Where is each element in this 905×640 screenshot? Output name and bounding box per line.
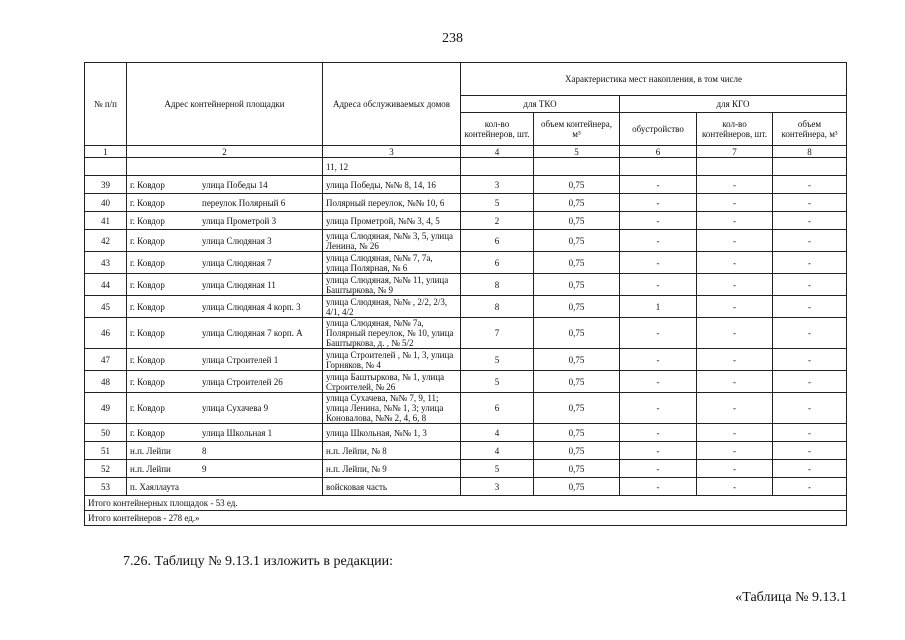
tko-count: 3 [461,478,534,496]
kgo-equipment: - [620,460,697,478]
settlement: н.п. Лейпи [130,445,171,456]
tko-count: 8 [461,274,534,296]
served-address: н.п. Лейпи, № 9 [323,460,461,478]
table-row [85,478,847,496]
site-address-cell [127,442,323,460]
kgo-volume: - [773,194,847,212]
served-address: Полярный переулок, №№ 10, 6 [323,194,461,212]
column-number: 8 [773,146,847,158]
tko-count: 6 [461,393,534,424]
site-address-cell [127,349,323,371]
tko-volume: 0,75 [534,318,620,349]
table-row [85,318,847,349]
kgo-volume: - [773,252,847,274]
tko-count: 5 [461,349,534,371]
tko-volume: 0,75 [534,212,620,230]
settlement: г. Ковдор [130,215,165,226]
kgo-volume: - [773,393,847,424]
settlement: п. Хаяллаута [130,481,180,492]
site-street: улица Строителей 1 [202,354,279,365]
kgo-volume: - [773,212,847,230]
kgo-equipment: - [620,252,697,274]
settlement: г. Ковдор [130,403,165,413]
table-row [85,371,847,393]
site-address-cell [127,478,323,496]
kgo-volume: - [773,460,847,478]
header-characteristics: Характеристика мест накопления, в том числе [461,63,847,96]
tko-count: 2 [461,212,534,230]
kgo-count: - [697,371,773,393]
total-containers: Итого контейнеров - 278 ед.» [85,511,847,526]
kgo-equipment: - [620,478,697,496]
tko-count: 8 [461,296,534,318]
column-number-row [85,146,847,158]
table-row [85,194,847,212]
tko-volume: 0,75 [534,478,620,496]
site-address-cell [127,424,323,442]
row-number: 44 [85,274,127,296]
kgo-count: - [697,296,773,318]
kgo-count: - [697,424,773,442]
table-row [85,274,847,296]
tko-volume: 0,75 [534,252,620,274]
served-address: улица Слюдяная, №№ 7, 7а, улица Полярная, № 6 [323,252,461,274]
row-number: 52 [85,460,127,478]
served-address: улица Слюдяная, №№ 11, улица Баштыркова, № 9 [323,274,461,296]
continuation-text: 11, 12 [323,158,461,176]
header-served-address: Адреса обслуживаемых домов [323,63,461,146]
tko-volume: 0,75 [534,442,620,460]
served-address: улица Слюдяная, №№ 7а, Полярный переулок, № 10, улица Баштыркова, д. , № 5/2 [323,318,461,349]
total-containers-row [85,511,847,526]
site-street: переулок Полярный 6 [202,197,286,208]
kgo-volume: - [773,176,847,194]
header-tko: для ТКО [461,96,620,113]
row-number: 45 [85,296,127,318]
tko-count: 7 [461,318,534,349]
table-row [85,349,847,371]
table-row [85,176,847,194]
kgo-equipment: - [620,424,697,442]
table-row [85,393,847,424]
kgo-equipment: - [620,194,697,212]
kgo-count: - [697,230,773,252]
site-address-cell [127,393,323,424]
kgo-count: - [697,212,773,230]
site-address-cell [127,296,323,318]
served-address: войсковая часть [323,478,461,496]
site-address-cell [127,252,323,274]
tko-count: 6 [461,252,534,274]
header-kgo-count: кол-во контейнеров, шт. [697,113,773,146]
kgo-count: - [697,194,773,212]
kgo-count: - [697,349,773,371]
header-tko-count: кол-во контейнеров, шт. [461,113,534,146]
kgo-count: - [697,274,773,296]
total-sites: Итого контейнерных площадок - 53 ед. [85,496,847,511]
continuation-row [85,158,847,176]
table-caption: «Таблица № 9.13.1 [735,590,847,605]
kgo-equipment: - [620,442,697,460]
row-number: 48 [85,371,127,393]
settlement: г. Ковдор [130,427,165,438]
header-kgo-equipment: обустройство [620,113,697,146]
site-street: улица Слюдяная 4 корп. 3 [202,301,301,312]
served-address: улица Школьная, №№ 1, 3 [323,424,461,442]
column-number: 2 [127,146,323,158]
tko-volume: 0,75 [534,393,620,424]
kgo-equipment: - [620,230,697,252]
tko-volume: 0,75 [534,424,620,442]
tko-count: 5 [461,460,534,478]
settlement: г. Ковдор [130,328,165,338]
kgo-equipment: - [620,349,697,371]
tko-volume: 0,75 [534,349,620,371]
header-tko-volume: объем контейнера, м³ [534,113,620,146]
kgo-equipment: - [620,274,697,296]
kgo-equipment: - [620,176,697,194]
site-street: 9 [202,463,207,474]
kgo-count: - [697,478,773,496]
row-number: 46 [85,318,127,349]
row-number: 42 [85,230,127,252]
tko-count: 4 [461,442,534,460]
kgo-count: - [697,442,773,460]
kgo-count: - [697,176,773,194]
site-address-cell [127,194,323,212]
total-sites-row [85,496,847,511]
row-number: 50 [85,424,127,442]
row-number: 40 [85,194,127,212]
tko-volume: 0,75 [534,460,620,478]
header-kgo-volume: объем контейнера, м³ [773,113,847,146]
row-number: 47 [85,349,127,371]
tko-count: 3 [461,176,534,194]
served-address: улица Строителей , № 1, 3, улица Горняков, № 4 [323,349,461,371]
settlement: г. Ковдор [130,354,165,365]
settlement: г. Ковдор [130,179,165,190]
row-number: 51 [85,442,127,460]
site-street: улица Сухачева 9 [202,403,269,413]
tko-volume: 0,75 [534,274,620,296]
settlement: г. Ковдор [130,235,165,246]
kgo-volume: - [773,296,847,318]
column-number: 5 [534,146,620,158]
kgo-volume: - [773,442,847,460]
kgo-equipment: - [620,212,697,230]
served-address: улица Слюдяная, №№ 3, 5, улица Ленина, № 26 [323,230,461,252]
served-address: н.п. Лейпи, № 8 [323,442,461,460]
kgo-volume: - [773,424,847,442]
kgo-count: - [697,318,773,349]
site-street: улица Слюдяная 3 [202,235,272,246]
site-street: 8 [202,445,207,456]
kgo-equipment: - [620,393,697,424]
row-number: 41 [85,212,127,230]
served-address: улица Прометрой, №№ 3, 4, 5 [323,212,461,230]
table-row [85,212,847,230]
kgo-volume: - [773,230,847,252]
kgo-volume: - [773,371,847,393]
kgo-equipment: 1 [620,296,697,318]
site-street: улица Строителей 26 [202,376,283,387]
kgo-count: - [697,252,773,274]
tko-count: 4 [461,424,534,442]
site-address-cell [127,212,323,230]
settlement: г. Ковдор [130,279,165,290]
site-address-cell [127,460,323,478]
row-number: 39 [85,176,127,194]
tko-volume: 0,75 [534,230,620,252]
tko-count: 5 [461,371,534,393]
site-street: улица Слюдяная 7 корп. А [202,328,303,338]
kgo-volume: - [773,349,847,371]
container-sites-table [84,62,847,526]
tko-count: 5 [461,194,534,212]
kgo-equipment: - [620,318,697,349]
table-row [85,442,847,460]
settlement: н.п. Лейпи [130,463,171,474]
site-address-cell [127,274,323,296]
column-number: 7 [697,146,773,158]
settlement: г. Ковдор [130,376,165,387]
kgo-equipment: - [620,371,697,393]
served-address: улица Победы, №№ 8, 14, 16 [323,176,461,194]
column-number: 1 [85,146,127,158]
kgo-volume: - [773,274,847,296]
settlement: г. Ковдор [130,301,165,312]
site-street: улица Слюдяная 7 [202,257,272,268]
column-number: 6 [620,146,697,158]
table-row [85,296,847,318]
header-kgo: для КГО [620,96,847,113]
column-number: 4 [461,146,534,158]
served-address: улица Баштыркова, № 1, улица Строителей, № 26 [323,371,461,393]
kgo-volume: - [773,318,847,349]
table-row [85,230,847,252]
site-address-cell [127,371,323,393]
site-address-cell [127,176,323,194]
amendment-text: 7.26. Таблицу № 9.13.1 изложить в редакции: [123,554,393,569]
table-row [85,424,847,442]
tko-volume: 0,75 [534,296,620,318]
table-row [85,460,847,478]
tko-volume: 0,75 [534,371,620,393]
header-site-address: Адрес контейнерной площадки [127,63,323,146]
column-number: 3 [323,146,461,158]
row-number: 53 [85,478,127,496]
header-no: № п/п [85,63,127,146]
row-number: 49 [85,393,127,424]
row-number: 43 [85,252,127,274]
site-street: улица Победы 14 [202,179,268,190]
table-row [85,252,847,274]
served-address: улица Сухачева, №№ 7, 9, 11; улица Ленина, №№ 1, 3; улица Коновалова, №№ 2, 4, 6, 8 [323,393,461,424]
kgo-count: - [697,460,773,478]
settlement: г. Ковдор [130,257,165,268]
site-street: улица Слюдяная 11 [202,279,276,290]
site-address-cell [127,230,323,252]
site-street: улица Прометрой 3 [202,215,277,226]
kgo-count: - [697,393,773,424]
tko-volume: 0,75 [534,194,620,212]
site-street: улица Школьная 1 [202,427,273,438]
site-address-cell [127,318,323,349]
served-address: улица Слюдяная, №№ , 2/2, 2/3, 4/1, 4/2 [323,296,461,318]
kgo-volume: - [773,478,847,496]
settlement: г. Ковдор [130,197,165,208]
tko-volume: 0,75 [534,176,620,194]
site-street [202,482,319,492]
page-number: 238 [442,31,463,46]
tko-count: 6 [461,230,534,252]
